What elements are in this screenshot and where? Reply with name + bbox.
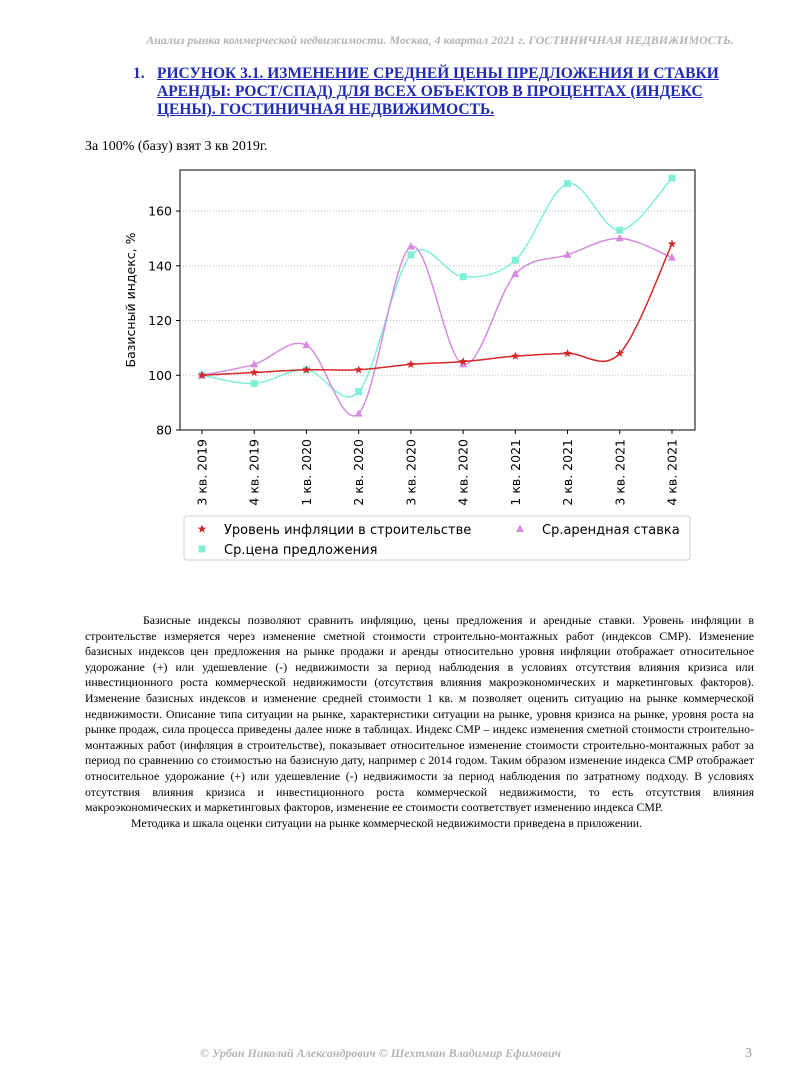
y-tick-label: 100 (148, 367, 172, 383)
data-point (251, 380, 258, 387)
x-tick-label: 2 кв. 2021 (560, 439, 576, 506)
data-point (669, 175, 676, 182)
x-tick-label: 3 кв. 2019 (194, 439, 210, 506)
y-axis-label: Базисный индекс, % (123, 232, 138, 368)
x-tick-label: 4 кв. 2019 (246, 439, 262, 506)
body-text (85, 613, 754, 831)
page-number: 3 (745, 1046, 752, 1061)
data-point (354, 365, 363, 373)
y-tick-label: 140 (148, 258, 172, 274)
data-point (512, 257, 519, 264)
data-point (355, 388, 362, 395)
y-tick-label: 160 (148, 203, 172, 219)
data-point (616, 234, 624, 242)
data-point (511, 352, 520, 360)
figure-title[interactable] (133, 65, 753, 119)
x-tick-label: 4 кв. 2021 (664, 439, 680, 506)
legend-label: Ср.арендная ставка (542, 523, 680, 538)
y-tick-label: 120 (148, 313, 172, 329)
data-point (250, 368, 259, 376)
data-point (407, 360, 416, 368)
figure-number: 1. (133, 65, 145, 82)
x-tick-label: 2 кв. 2020 (351, 439, 367, 506)
paragraph-1: Базисные индексы позволяют сравнить инфляцию, цены предложения и арендные ставки. Уровень инфляции в строительстве измеряется через изменение сметной стоимости строительно-монтажных работ (индексов СМР). Изменение базисных индексов цен предложения на рынке продажи и аренды относительно уровня инфляции отображает относительное удорожание (+) или удешевление (-) недвижимости за период наблюдения в условиях отсутствия влияния кризиса или инвестиционного роста коммерческой недвижимости (отсутствия влияния макроэкономических и маркетинговых факторов). Изменение базисных индексов и изменение средней стоимости 1 кв. м позволяет оценить ситуацию на рынке коммерческой недвижимости. Описание типа ситуации на рынке, характеристики ситуации на рынке, уровня кризиса на рынке, уровня роста на рынке продаж, сила процесса приведены далее ниже в таблицах. Индекс СМР – индекс изменения сметной стоимости строительно-монтажных работ (инфляция в строительстве), показывает относительное изменение стоимости строительно-монтажных работ за период по сравнению со стоимостью на базисную дату, например с 2014 годом. Таким образом изменение индекса СМР отображает относительное удорожание (+) или удешевление (-) недвижимости за период наблюдения по затратному подходу. В условиях отсутствия влияния кризиса и инвестиционного роста коммерческой недвижимости, то есть отсутствия влияния макроэкономических и маркетинговых факторов, изменение ее стоимости соответствует изменению индекса СМР. (85, 613, 754, 815)
data-point (563, 349, 572, 357)
chart-grid (180, 211, 695, 430)
x-tick-label: 1 кв. 2021 (507, 439, 523, 506)
base-note: За 100% (базу) взят 3 кв 2019г. (85, 139, 268, 154)
data-point (668, 239, 677, 247)
data-point (460, 273, 467, 280)
chart-series (198, 175, 677, 417)
data-point (564, 180, 571, 187)
footer-authors: © Урбан Николай Александрович © Шехтман Владимир Ефимович (200, 1046, 562, 1060)
legend-marker (199, 546, 206, 553)
data-point (616, 227, 623, 234)
x-tick-label: 3 кв. 2021 (612, 439, 628, 506)
running-header: Анализ рынка коммерческой недвижимости. Москва, 4 квартал 2021 г. ГОСТИНИЧНАЯ НЕДВИЖИМОСТЬ. (146, 33, 734, 47)
legend-label: Уровень инфляции в строительстве (224, 523, 472, 538)
legend-label: Ср.цена предложения (224, 543, 378, 558)
x-tick-label: 4 кв. 2020 (455, 439, 471, 506)
figure-title-text[interactable]: РИСУНОК 3.1. ИЗМЕНЕНИЕ СРЕДНЕЙ ЦЕНЫ ПРЕДЛОЖЕНИЯ И СТАВКИ АРЕНДЫ: РОСТ/СПАД) ДЛЯ ВСЕХ ОБЪЕКТОВ В ПРОЦЕНТАХ (ИНДЕКС ЦЕНЫ). ГОСТИНИЧНАЯ НЕДВИЖИМОСТЬ. (157, 65, 719, 118)
index-chart (120, 160, 710, 580)
paragraph-2: Методика и шкала оценки ситуации на рынке коммерческой недвижимости приведена в приложении. (131, 815, 643, 830)
data-point (407, 251, 414, 258)
y-tick-label: 80 (156, 422, 172, 438)
chart-legend (184, 516, 690, 560)
x-tick-label: 1 кв. 2020 (298, 439, 314, 506)
series-line (202, 238, 672, 415)
x-tick-label: 3 кв. 2020 (403, 439, 419, 506)
series-line (202, 178, 672, 397)
